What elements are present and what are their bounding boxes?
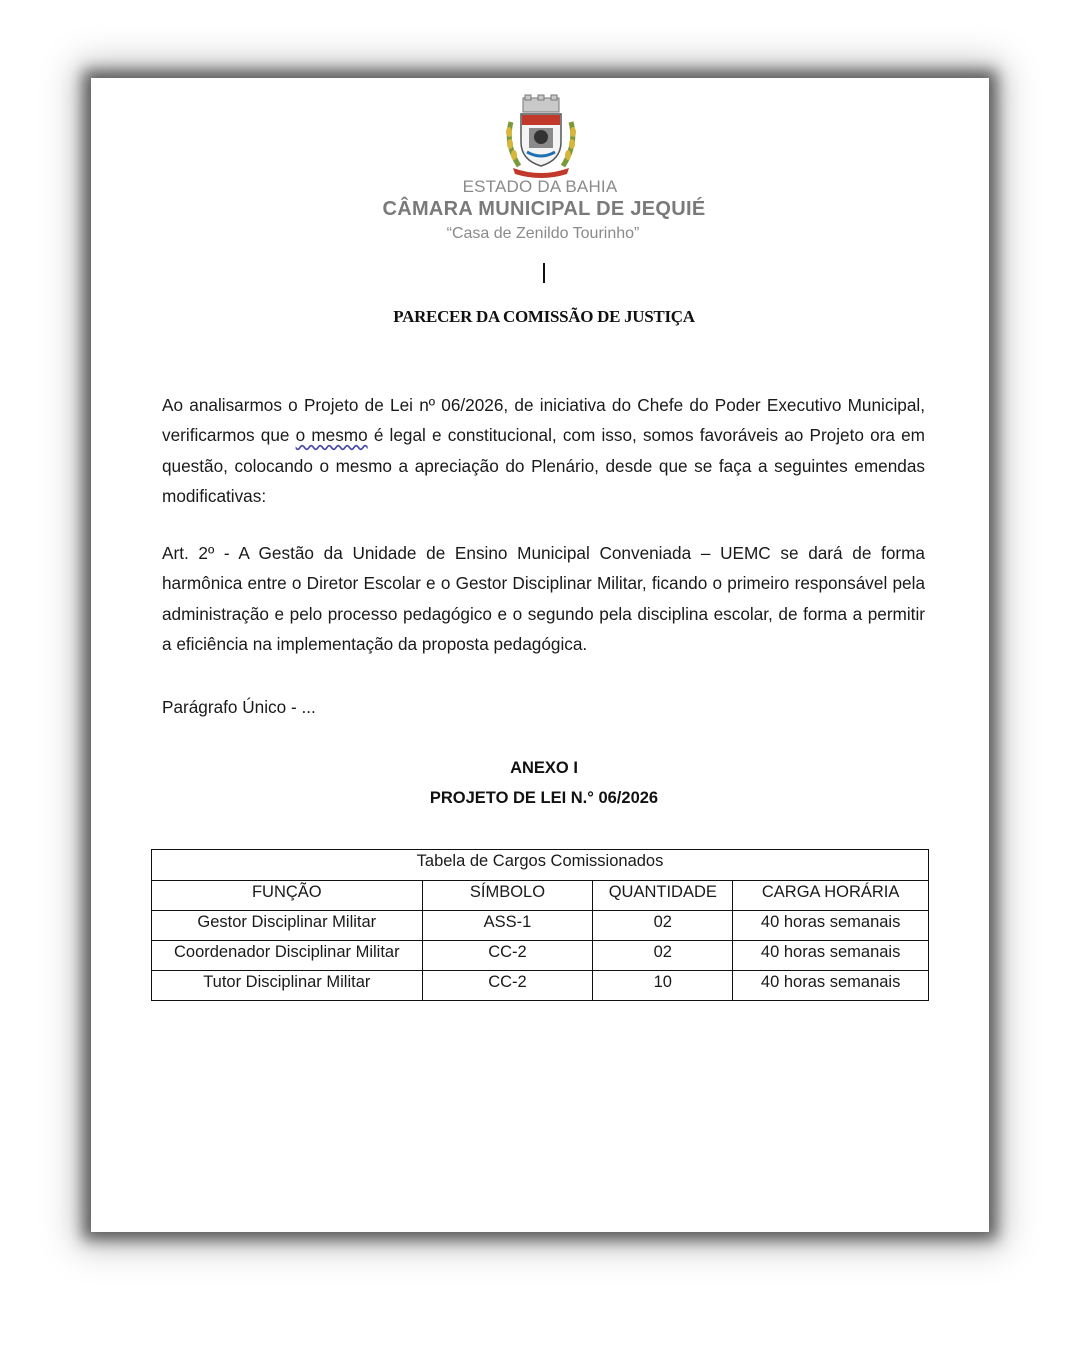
annex-subtitle: PROJETO DE LEI N.° 06/2026: [429, 789, 659, 807]
coat-of-arms-icon: [501, 94, 581, 178]
table-cell: CC-2: [422, 971, 593, 1001]
annex-title: ANEXO I: [510, 759, 578, 777]
table-cell: 40 horas semanais: [733, 971, 929, 1001]
table-caption-row: [152, 850, 929, 881]
column-header: SÍMBOLO: [422, 881, 593, 911]
table-caption: Tabela de Cargos Comissionados: [152, 850, 929, 881]
table-cell: ASS-1: [422, 911, 593, 941]
sole-paragraph: Parágrafo Único - ...: [162, 697, 316, 717]
opinion-paragraph: [162, 390, 925, 511]
positions-table: [151, 849, 929, 1001]
table-cell: Gestor Disciplinar Militar: [152, 911, 423, 941]
table-cell: 40 horas semanais: [733, 941, 929, 971]
paragraph-text: é legal e constitucional, com isso, somos favoráveis ao Projeto ora em questão, colocando o mesmo a apreciação do Plenário, desde que se faça a seguintes emendas modificativas:: [162, 425, 925, 506]
document-title: PARECER DA COMISSÃO DE JUSTIÇA: [393, 307, 695, 326]
table-cell: CC-2: [422, 941, 593, 971]
table-cell: Tutor Disciplinar Militar: [152, 971, 423, 1001]
column-header: FUNÇÃO: [152, 881, 423, 911]
table-cell: 40 horas semanais: [733, 911, 929, 941]
document-page: [91, 78, 989, 1232]
institution-motto: “Casa de Zenildo Tourinho”: [446, 225, 640, 242]
table-cell: 02: [593, 911, 733, 941]
column-header: CARGA HORÁRIA: [733, 881, 929, 911]
table-header-row: [152, 881, 929, 911]
column-header: QUANTIDADE: [593, 881, 733, 911]
institution-name: CÂMARA MUNICIPAL DE JEQUIÉ: [382, 198, 706, 220]
table-cell: 10: [593, 971, 733, 1001]
paragraph-text: Ao analisarmos o Projeto de Lei nº 06/2026, de iniciativa do Chefe do Poder Executivo Municipal, verificarmos que: [162, 395, 925, 446]
table-cell: Coordenador Disciplinar Militar: [152, 941, 423, 971]
table-cell: 02: [593, 941, 733, 971]
table-row: [152, 941, 929, 971]
text-cursor: [543, 263, 545, 283]
table-row: [152, 971, 929, 1001]
table-row: [152, 911, 929, 941]
state-name: ESTADO DA BAHIA: [462, 177, 618, 196]
amendment-article: Art. 2º - A Gestão da Unidade de Ensino Municipal Conveniada – UEMC se dará de forma harmônica entre o Diretor Escolar e o Gestor Disciplinar Militar, ficando o primeiro responsável pela administração e pelo processo pedagógico e o segundo pela disciplina escolar, de forma a permitir a eficiência na implementação da proposta pedagógica.: [162, 543, 925, 654]
spellcheck-flagged-text: o mesmo: [295, 425, 368, 446]
